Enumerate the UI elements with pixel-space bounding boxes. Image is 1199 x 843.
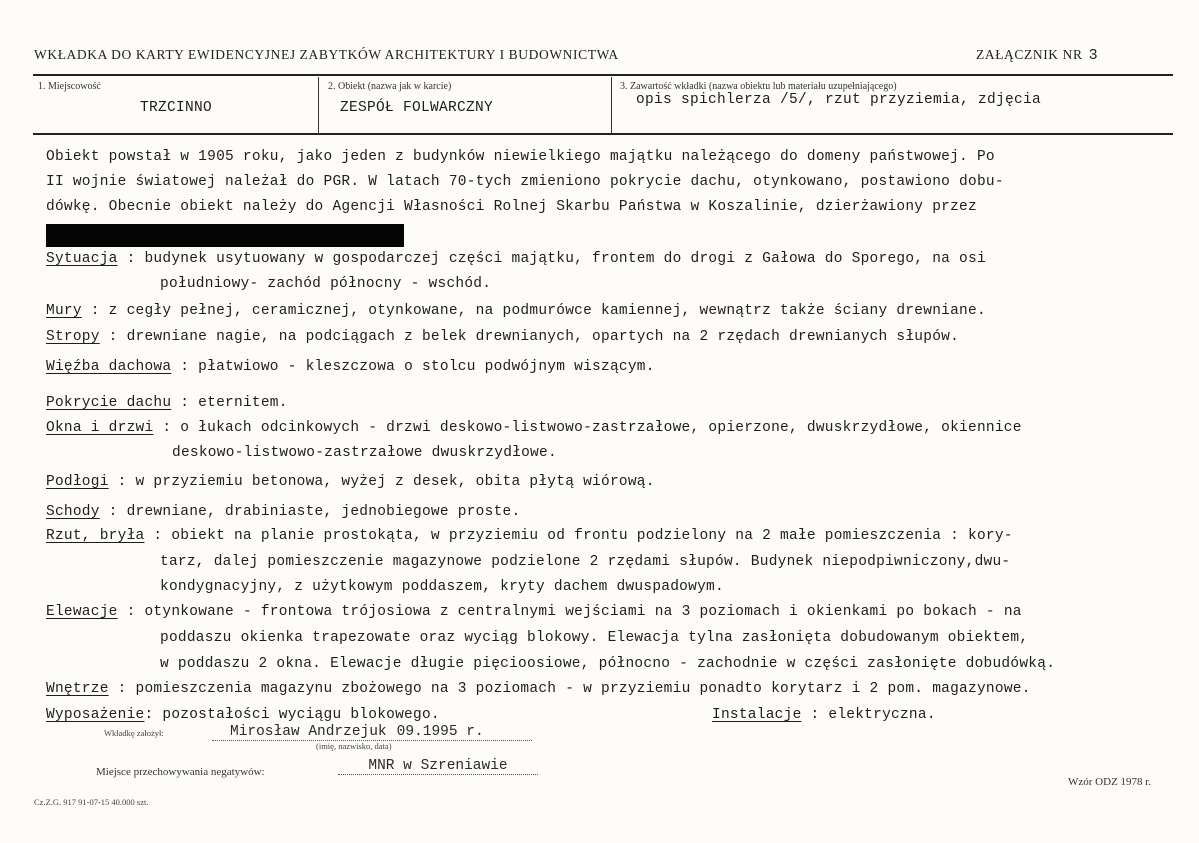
author-date: 09.1995 r. <box>396 724 484 740</box>
section-wyposazenie-heading: Wyposażenie <box>46 707 145 723</box>
section-elewacje-text: : otynkowane - frontowa trójosiowa z centralnymi wejściami na 3 poziomach i okienkami po bokach - na <box>117 604 1022 620</box>
section-elewacje <box>46 604 1022 620</box>
section-wyposazenie-text: : pozostałości wyciągu blokowego. <box>144 707 440 723</box>
negatives-field <box>338 758 538 775</box>
field-divider-1 <box>318 77 319 134</box>
section-elewacje-cont-2: w poddaszu 2 okna. Elewacje długie pięcioosiowe, północno - zachodnie w części zasłonięte dobudówką. <box>160 656 1056 672</box>
section-rzut-cont-2: kondygnacyjny, z użytkowym poddaszem, kryty dachem dwuspadowym. <box>160 579 724 595</box>
section-elewacje-heading: Elewacje <box>46 604 118 620</box>
section-rzut-cont-1: tarz, dalej pomieszczenie magazynowe podzielone 2 rzędami słupów. Budynek niepodpiwniczony,dwu- <box>160 554 1011 570</box>
section-pokrycie-text: : eternitem. <box>171 395 288 411</box>
section-instalacje-text: : elektryczna. <box>801 707 936 723</box>
intro-line-2: II wojnie światowej należał do PGR. W latach 70-tych zmieniono pokrycie dachu, otynkowano, postawiono dobu- <box>46 174 1004 190</box>
annex-label-text: ZAŁĄCZNIK NR <box>976 47 1083 62</box>
section-mury-text: : z cegły pełnej, ceramicznej, otynkowane, na podmurówce kamiennej, wewnątrz także ściany drewniane. <box>81 303 986 319</box>
intro-line-1: Obiekt powstał w 1905 roku, jako jeden z budynków niewielkiego majątku należącego do domeny państwowej. Po <box>46 149 995 165</box>
wkladke-zalozyl-label: Wkładkę założył: <box>104 728 164 738</box>
section-podlogi-text: : w przyziemiu betonowa, wyżej z desek, obita płytą wiórową. <box>108 474 655 490</box>
negatives-value: MNR w Szreniawie <box>368 758 508 774</box>
section-schody-heading: Schody <box>46 504 100 520</box>
field-miejscowosc-label: 1. Miejscowość <box>38 81 101 92</box>
section-wnetrze-heading: Wnętrze <box>46 681 109 697</box>
section-instalacje <box>712 707 936 723</box>
section-sytuacja-text: : budynek usytuowany w gospodarczej części majątku, frontem do drogi z Gałowa do Sporego, na osi <box>117 251 986 267</box>
section-wnetrze-text: : pomieszczenia magazynu zbożowego na 3 poziomach - w przyziemiu ponadto korytarz i 2 pom. magazynowe. <box>108 681 1031 697</box>
header-rule-bottom <box>33 133 1173 135</box>
annex-number: 3 <box>1088 47 1099 64</box>
annex-label <box>976 47 1098 64</box>
field-zawartosc-label: 3. Zawartość wkładki (nazwa obiektu lub materiału uzupełniającego) <box>620 81 897 92</box>
form-code: Wzór ODZ 1978 r. <box>1068 776 1152 788</box>
section-sytuacja-heading: Sytuacja <box>46 251 118 267</box>
redaction-bar <box>46 224 404 247</box>
section-wiezba <box>46 359 655 375</box>
section-podlogi <box>46 474 655 490</box>
field-obiekt-value: ZESPÓŁ FOLWARCZNY <box>340 100 494 116</box>
section-rzut <box>46 528 1013 544</box>
section-okna-text: : o łukach odcinkowych - drzwi deskowo-listwowo-zastrzałowe, opierzone, dwuskrzydłowe, okiennice <box>153 420 1022 436</box>
field-obiekt-label: 2. Obiekt (nazwa jak w karcie) <box>328 81 452 92</box>
negatives-label: Miejsce przechowywania negatywów: <box>96 766 265 778</box>
section-pokrycie <box>46 395 288 411</box>
section-stropy <box>46 329 959 345</box>
section-mury-heading: Mury <box>46 303 82 319</box>
section-wiezba-text: : płatwiowo - kleszczowa o stolcu podwójnym wiszącym. <box>171 359 655 375</box>
section-wiezba-heading: Więźba dachowa <box>46 359 172 375</box>
section-podlogi-heading: Podłogi <box>46 474 109 490</box>
section-wyposazenie <box>46 707 440 723</box>
field-zawartosc-value: opis spichlerza /5/, rzut przyziemia, zdjęcia <box>636 92 1042 108</box>
section-rzut-heading: Rzut, bryła <box>46 528 145 544</box>
section-stropy-heading: Stropy <box>46 329 100 345</box>
section-mury <box>46 303 986 319</box>
section-wnetrze <box>46 681 1031 697</box>
author-signature-field <box>212 724 532 741</box>
print-code: Cz.Z.G. 917 91-07-15 40.000 szt. <box>34 797 149 807</box>
section-schody-text: : drewniane, drabiniaste, jednobiegowe proste. <box>99 504 521 520</box>
intro-line-3: dówkę. Obecnie obiekt należy do Agencji Własności Rolnej Skarbu Państwa w Koszalinie, dzierżawiony przez <box>46 199 977 215</box>
section-instalacje-heading: Instalacje <box>712 707 802 723</box>
author-name: Mirosław Andrzejuk <box>230 724 387 740</box>
field-divider-2 <box>611 77 612 134</box>
section-stropy-text: : drewniane nagie, na podciągach z belek drewnianych, opartych na 2 rzędach drewnianych słupów. <box>99 329 960 345</box>
section-sytuacja <box>46 251 986 267</box>
author-line <box>212 722 532 741</box>
section-schody <box>46 504 520 520</box>
section-sytuacja-cont: południowy- zachód północny - wschód. <box>160 276 492 292</box>
section-okna-cont: deskowo-listwowo-zastrzałowe dwuskrzydłowe. <box>172 445 557 461</box>
field-miejscowosc-value: TRZCINNO <box>140 100 213 116</box>
form-title: WKŁADKA DO KARTY EWIDENCYJNEJ ZABYTKÓW ARCHITEKTURY I BUDOWNICTWA <box>34 47 619 62</box>
section-rzut-text: : obiekt na planie prostokąta, w przyziemiu od frontu podzielony na 2 małe pomieszczenia : kory- <box>144 528 1013 544</box>
author-name-hint: (imię, nazwisko, data) <box>316 741 392 751</box>
section-elewacje-cont-1: poddaszu okienka trapezowate oraz wyciąg blokowy. Elewacja tylna zasłonięta dobudowanym obiektem, <box>160 630 1029 646</box>
section-pokrycie-heading: Pokrycie dachu <box>46 395 172 411</box>
section-okna <box>46 420 1022 436</box>
section-okna-heading: Okna i drzwi <box>46 420 154 436</box>
negatives-line <box>338 756 538 775</box>
header-rule-top <box>33 74 1173 76</box>
